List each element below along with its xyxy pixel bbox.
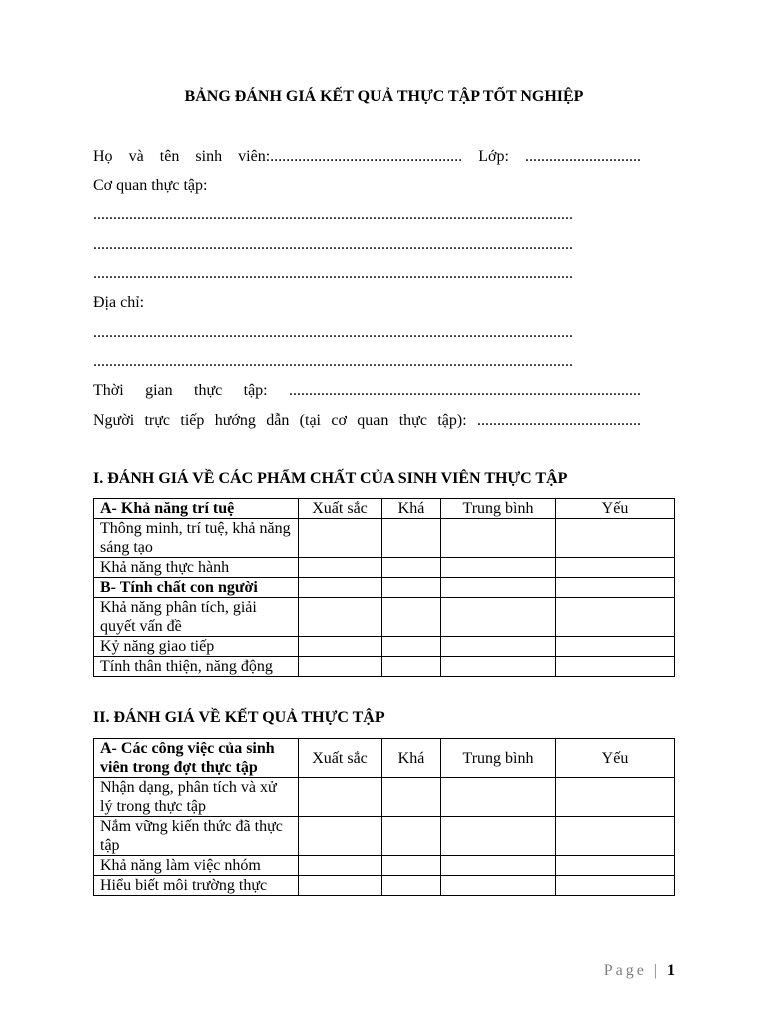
agency-blank-line-3: ........................................................................................................................ — [93, 265, 573, 282]
rating-cell — [382, 578, 441, 598]
internship-period-line: Thời gian thực tập: ........................................................................................ — [93, 382, 641, 399]
rating-cell[interactable] — [556, 856, 675, 876]
table-row — [94, 856, 675, 876]
rating-cell[interactable] — [382, 856, 441, 876]
rating-cell[interactable] — [556, 817, 675, 856]
page-footer — [604, 962, 675, 980]
section-1-heading: I. ĐÁNH GIÁ VỀ CÁC PHẨM CHẤT CỦA SINH VIÊN THỰC TẬP — [93, 470, 568, 487]
section-2-heading: II. ĐÁNH GIÁ VỀ KẾT QUẢ THỰC TẬP — [93, 709, 385, 726]
rating-cell[interactable] — [299, 637, 382, 657]
average-header: Trung bình — [441, 499, 556, 519]
table-row — [94, 598, 675, 637]
criterion-label: Khả năng làm việc nhóm — [94, 856, 299, 876]
rating-cell[interactable] — [556, 657, 675, 677]
criterion-label: Khả năng thực hành — [94, 558, 299, 578]
rating-cell[interactable] — [299, 558, 382, 578]
rating-cell[interactable] — [556, 519, 675, 558]
document-title: BẢNG ĐÁNH GIÁ KẾT QUẢ THỰC TẬP TỐT NGHIỆP — [184, 88, 584, 105]
table-row — [94, 637, 675, 657]
student-name-class-line: Họ và tên sinh viên:................................................ Lớp: ............................. — [93, 148, 641, 165]
rating-cell — [556, 578, 675, 598]
rating-cell[interactable] — [556, 778, 675, 817]
page-label: Page | — [603, 962, 660, 979]
criterion-label: Khả năng phân tích, giải quyết vấn đề — [94, 598, 299, 637]
criterion-label: Tính thân thiện, năng động — [94, 657, 299, 677]
rating-cell[interactable] — [382, 519, 441, 558]
rating-cell[interactable] — [299, 817, 382, 856]
weak-header: Yếu — [556, 739, 675, 778]
rating-cell — [441, 578, 556, 598]
criterion-label: Hiểu biết môi trường thực — [94, 876, 299, 896]
rating-cell[interactable] — [299, 876, 382, 896]
average-header: Trung bình — [441, 739, 556, 778]
rating-cell[interactable] — [382, 817, 441, 856]
address-blank-line-1: ........................................................................................................................ — [93, 324, 573, 341]
rating-cell[interactable] — [441, 637, 556, 657]
criterion-label: Kỷ năng giao tiếp — [94, 637, 299, 657]
rating-cell[interactable] — [382, 637, 441, 657]
criterion-label: Nắm vững kiến thức đã thực tập — [94, 817, 299, 856]
good-header: Khá — [382, 739, 441, 778]
subsection-label: B- Tính chất con người — [94, 578, 299, 598]
rating-cell[interactable] — [299, 519, 382, 558]
address-blank-line-2: ........................................................................................................................ — [93, 353, 573, 370]
rating-cell[interactable] — [441, 519, 556, 558]
rating-cell[interactable] — [556, 558, 675, 578]
supervisor-line: Người trực tiếp hướng dẫn (tại cơ quan thực tập): ......................................... — [93, 412, 641, 429]
rating-cell[interactable] — [299, 598, 382, 637]
table-row — [94, 657, 675, 677]
table-row — [94, 817, 675, 856]
criterion-label: Nhận dạng, phân tích và xử lý trong thực tập — [94, 778, 299, 817]
rating-cell[interactable] — [382, 778, 441, 817]
address-label: Địa chỉ: — [93, 294, 145, 311]
table-row — [94, 876, 675, 896]
rating-cell — [299, 578, 382, 598]
rating-cell[interactable] — [382, 558, 441, 578]
table-row — [94, 558, 675, 578]
rating-cell[interactable] — [382, 657, 441, 677]
rating-cell[interactable] — [441, 778, 556, 817]
rating-cell[interactable] — [382, 598, 441, 637]
table-header-row — [94, 739, 675, 778]
table-header-row — [94, 499, 675, 519]
criterion-label: Thông minh, trí tuệ, khả năng sáng tạo — [94, 519, 299, 558]
rating-cell[interactable] — [299, 856, 382, 876]
page-number: 1 — [667, 962, 675, 979]
table-row — [94, 578, 675, 598]
rating-cell[interactable] — [299, 778, 382, 817]
excellent-header: Xuất sắc — [299, 499, 382, 519]
results-table — [93, 738, 675, 896]
rating-cell[interactable] — [441, 657, 556, 677]
agency-label: Cơ quan thực tập: — [93, 177, 208, 194]
good-header: Khá — [382, 499, 441, 519]
rating-cell[interactable] — [441, 558, 556, 578]
criteria-header: A- Các công việc của sinh viên trong đợt thực tập — [94, 739, 299, 778]
agency-blank-line-2: ........................................................................................................................ — [93, 236, 573, 253]
rating-cell[interactable] — [556, 598, 675, 637]
table-row — [94, 519, 675, 558]
rating-cell[interactable] — [556, 876, 675, 896]
rating-cell[interactable] — [441, 856, 556, 876]
rating-cell[interactable] — [382, 876, 441, 896]
rating-cell[interactable] — [441, 876, 556, 896]
rating-cell[interactable] — [556, 637, 675, 657]
rating-cell[interactable] — [441, 598, 556, 637]
agency-blank-line-1: ........................................................................................................................ — [93, 206, 573, 223]
criteria-header: A- Khả năng trí tuệ — [94, 499, 299, 519]
weak-header: Yếu — [556, 499, 675, 519]
table-row — [94, 778, 675, 817]
qualities-table — [93, 498, 675, 677]
excellent-header: Xuất sắc — [299, 739, 382, 778]
rating-cell[interactable] — [299, 657, 382, 677]
rating-cell[interactable] — [441, 817, 556, 856]
